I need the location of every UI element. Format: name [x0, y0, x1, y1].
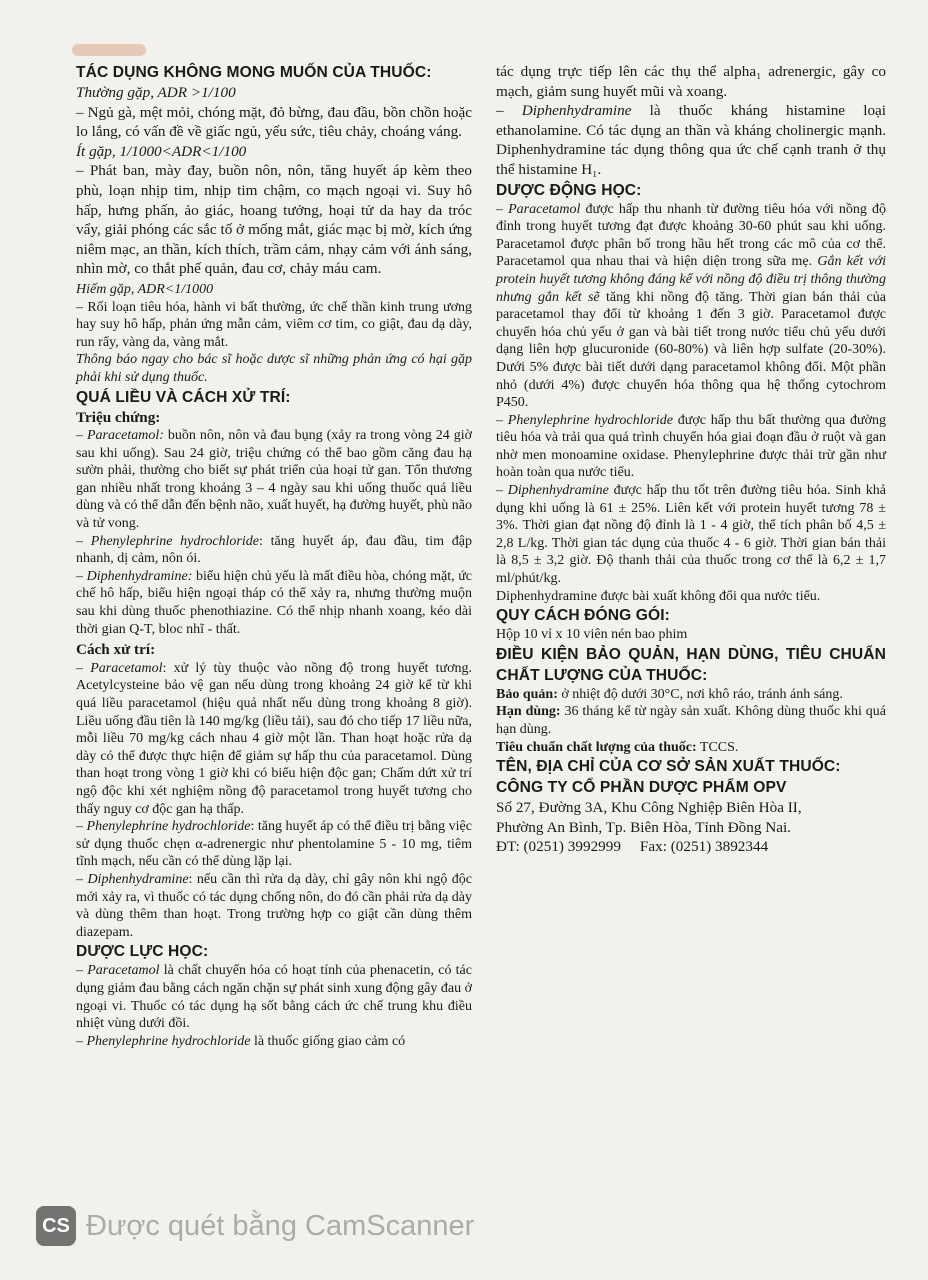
common-text: – Ngủ gà, mệt mỏi, chóng mặt, đỏ bừng, đau đầu, bồn chồn hoặc lo lắng, có vấn đề về giấc ngủ, yếu sức, tiêu chảy, choáng váng.	[76, 103, 472, 141]
tr-para-name: Paracetamol	[90, 660, 163, 676]
pd-paracetamol: – Paracetamol là chất chuyển hóa có hoạt tính của phenacetin, có tác dụng giảm đau bằng cách ngăn chặn sự phát sinh xung động gây đau ở ngoại vi. Thuốc có tác dụng hạ sốt bằng cách ức chế trung khu điều nhiệt vùng dưới đồi.	[76, 963, 473, 1032]
pk-phen-name: Phenylephrine hydrochloride	[507, 412, 674, 428]
pk-para-italic: Gắn kết với protein huyết tương không đáng kể với nồng độ điều trị thông thường nhưng gắn kết sẽ	[496, 254, 886, 305]
tr-paracetamol: – Paracetamol: xử lý tùy thuộc vào nồng độ trong huyết tương. Acetylcysteine bảo vệ gan nếu dùng trong khoảng 24 giờ kể từ khi quá liều paracetamol (hiệu quả nhất nếu dùng trong khoảng 8 giờ). Liều uống đầu tiên là 140 mg/kg (liều tải), sau đó cho tiếp 17 liều nữa, mỗi liều 70 mg/kg cách nhau 4 giờ một lần. Than hoạt hoặc rửa dạ dày có thể được thực hiện để giảm sự hấp thu của paracetamol. Dùng than hoạt trong vòng 1 giờ khi có biểu hiện độc gan; Chấm dứt xử trí ngộ độc khi xét nghiệm nồng độ paracetamol trong huyết tương cho thấy nguy cơ độc gan hạ thấp.	[76, 660, 472, 817]
left-column	[76, 62, 472, 1050]
mfr-heading: TÊN, ĐỊA CHỈ CỦA CƠ SỞ SẢN XUẤT THUỐC:	[496, 758, 841, 776]
sym-diph-text: biểu hiện chủ yếu là mất điều hòa, chóng mặt, ức chế hô hấp, biểu hiện ngoại tháp có thể xảy ra, nhưng thường muộn sau khi dùng thuốc phenothiazine. Có thể nhịp nhanh xoang, kéo dài thời gian Q-T, bloc nhĩ - thất.	[76, 568, 473, 637]
pd-cont-text: tác dụng trực tiếp lên các thụ thể alpha₁ adrenergic, gây co mạch, giảm sung huyết mũi và xoang.	[496, 63, 886, 100]
uncommon-label: Ít gặp, 1/1000<ADR<1/100	[76, 142, 247, 160]
pd-diph-text: là thuốc kháng histamine loại ethanolamine. Có tác dụng an thần và kháng cholinergic mạnh. Diphenhydramine tác dụng thông qua ức chế cạnh tranh ở thụ thể histamine H₁.	[496, 102, 886, 178]
storage-heading: ĐIỀU KIỆN BẢO QUẢN, HẠN DÙNG, TIÊU CHUẨN CHẤT LƯỢNG CỦA THUỐC:	[496, 645, 886, 684]
pack-heading: QUY CÁCH ĐÓNG GÓI:	[496, 607, 670, 625]
sym-para-text: buồn nôn, nôn và đau bụng (xảy ra trong vòng 24 giờ sau khi uống). Sau 24 giờ, triệu chứng có thể bao gồm căng đau hạ sườn phải, thường cho biết sự phát triển của hoại tử gan. Tổn thương gan nhiều nhất trong khoảng 3 – 4 ngày sau khi uống thuốc quá liều dùng và có thể dẫn đến bệnh não, xuất huyết, hạ đường huyết, phù não và tử vong.	[76, 428, 473, 532]
pd-diphenhydramine: – Diphenhydramine là thuốc kháng histamine loại ethanolamine. Có tác dụng an thần và kháng cholinergic mạnh. Diphenhydramine tác dụng thông qua ức chế cạnh tranh ở thụ thể histamine H₁.	[496, 102, 886, 178]
pd-phen-name: Phenylephrine hydrochloride	[86, 1033, 251, 1049]
pd-phenylephrine: – Phenylephrine hydrochloride là thuốc giống giao cảm có	[76, 1033, 406, 1049]
expiry-line	[496, 703, 886, 738]
sym-diphenhydramine: – Diphenhydramine: biểu hiện chủ yếu là mất điều hòa, chóng mặt, ức chế hô hấp, biểu hiện ngoại tháp có thể xảy ra, nhưng thường muộn sau khi dùng thuốc phenothiazine. Có thể nhịp nhanh xoang, kéo dài thời gian Q-T, bloc nhĩ - thất.	[76, 568, 473, 637]
right-column	[496, 62, 886, 857]
tr-para-text: : xử lý tùy thuộc vào nồng độ trong huyết tương. Acetylcysteine bảo vệ gan nếu dùng trong khoảng 24 giờ kể từ khi quá liều paracetamol (hiệu quả nhất nếu dùng trong khoảng 8 giờ). Liều uống đầu tiên là 140 mg/kg (liều tải), sau đó cho tiếp 17 liều nữa, mỗi liều 70 mg/kg cách nhau 4 giờ một lần. Than hoạt hoặc rửa dạ dày có thể được thực hiện để giảm sự hấp thu của paracetamol. Dùng than hoạt trong vòng 1 giờ khi có biểu hiện độc gan; Chấm dứt xử trí ngộ độc khi xét nghiệm nồng độ paracetamol trong huyết tương cho thấy nguy cơ độc gan hạ thấp.	[76, 660, 472, 817]
pack-text: Hộp 10 vỉ x 10 viên nén bao phim	[496, 627, 688, 643]
pd-heading: DƯỢC LỰC HỌC:	[76, 943, 209, 961]
quality-line	[496, 739, 886, 757]
pd-diph-name: Diphenhydramine	[521, 102, 632, 120]
sym-phenylephrine: – Phenylephrine hydrochloride: tăng huyết áp, đau đầu, tim đập nhanh, dị cảm, nôn ói.	[76, 533, 473, 567]
symptoms-label: Triệu chứng:	[76, 408, 161, 426]
camscanner-logo-icon: CS	[36, 1206, 76, 1246]
uncommon-text: – Phát ban, mày đay, buồn nôn, nôn, tăng huyết áp kèm theo phù, loạn nhịp tim, nhịp tim chậm, co mạch ngoại vi. Suy hô hấp, hưng phấn, ảo giác, hoang tưởng, hoại tử da hay da tróc vẩy, giải phóng các sắc tố ở mống mắt, giác mạc bị mờ, kích ứng niêm mạc, an thần, kích thích, trầm cảm, nhạy cảm với ánh sáng, nhìn mờ, co thắt phế quản, đau cơ, chảy máu cam.	[76, 162, 472, 278]
pk-phenylephrine: – Phenylephrine hydrochloride được hấp thu bất thường qua đường tiêu hóa và trải qua quá trình chuyển hóa giai đoạn đầu ở ruột và gan nhờ men monoamine oxidase. Phenylephrine được thải trừ gần như hoàn toàn qua nước tiểu.	[496, 412, 887, 481]
common-label: Thường gặp, ADR >1/100	[76, 84, 236, 101]
rare-text: – Rối loạn tiêu hóa, hành vi bất thường, ức chế thần kinh trung ương hay suy hô hấp, phản ứng mẫn cảm, viêm cơ tim, co giật, đau dạ dày, run rẩy, vàng da, vàng mắt.	[76, 299, 472, 350]
pk-diph-name: Diphenhydramine	[507, 483, 609, 499]
tr-phen-text: : tăng huyết áp có thể điều trị bằng việc sử dụng thuốc chẹn α-adrenergic như phentolamine 5 - 10 mg, tiêm tĩnh mạch, nếu cần có thể dùng lặp lại.	[76, 819, 472, 870]
storage-line	[496, 686, 886, 704]
expiry-label: Hạn dùng:	[496, 704, 561, 720]
mfr-name: CÔNG TY CỔ PHẦN DƯỢC PHẨM OPV	[496, 779, 787, 797]
pd-para-name: Paracetamol	[87, 963, 160, 979]
tr-phenylephrine: – Phenylephrine hydrochloride: tăng huyết áp có thể điều trị bằng việc sử dụng thuốc chẹn α-adrenergic như phentolamine 5 - 10 mg, tiêm tĩnh mạch, nếu cần có thể dùng lặp lại.	[76, 819, 472, 870]
sym-paracetamol: – Paracetamol: buồn nôn, nôn và đau bụng (xảy ra trong vòng 24 giờ sau khi uống). Sau 24 giờ, triệu chứng có thể bao gồm căng đau hạ sườn phải, thường cho biết sự phát triển của hoại tử gan. Tổn thương gan nhiều nhất trong khoảng 3 – 4 ngày sau khi uống thuốc quá liều dùng và có thể dẫn đến bệnh não, xuất huyết, hạ đường huyết, phù não và tử vong.	[76, 428, 473, 532]
pk-phen-text: được hấp thu bất thường qua đường tiêu hóa và trải qua quá trình chuyển hóa giai đoạn đầu ở ruột và gan nhờ men monoamine oxidase. Phenylephrine được thải trừ gần như hoàn toàn qua nước tiểu.	[496, 412, 887, 481]
overdose-heading: QUÁ LIỀU VÀ CÁCH XỬ TRÍ:	[76, 388, 291, 406]
pk-heading: DƯỢC ĐỘNG HỌC:	[496, 181, 642, 199]
pk-diph-text2: Diphenhydramine được bài xuất không đổi qua nước tiểu.	[496, 588, 821, 604]
sym-phen-text: : tăng huyết áp, đau đầu, tim đập nhanh, dị cảm, nôn ói.	[76, 533, 473, 567]
quality-text: TCCS.	[696, 739, 739, 755]
camscanner-text: Được quét bằng CamScanner	[86, 1209, 475, 1242]
tr-phen-name: Phenylephrine hydrochloride	[86, 819, 251, 835]
sym-phen-name: Phenylephrine hydrochloride	[90, 533, 259, 549]
pd-para-text: là chất chuyển hóa có hoạt tính của phenacetin, có tác dụng giảm đau bằng cách ngăn chặn sự phát sinh xung động gây đau ở ngoại vi. Thuốc có tác dụng hạ sốt bằng cách ức chế trung khu điều nhiệt vùng dưới đồi.	[76, 963, 473, 1032]
pk-para-text2: tăng khi nồng độ tăng. Thời gian bán thải của paracetamol thay đổi từ khoảng 1 đến 3 giờ. Paracetamol được chuyển hóa chủ yếu ở gan và bài tiết trong nước tiểu chủ yếu dưới dạng liên hợp glucuronide (60-80%) và liên hợp sulfate (20-30%). Dưới 5% được bài tiết dưới dạng paracetamol không đổi. Một phần nhỏ (dưới 4%) được chuyển hóa thông qua hệ thống cytochrom P450.	[496, 289, 886, 411]
notify-text: Thông báo ngay cho bác sĩ hoặc dược sĩ những phản ứng có hại gặp phải khi sử dụng thuốc.	[76, 352, 472, 385]
mfr-phone: ĐT: (0251) 3992999 Fax: (0251) 3892344	[496, 838, 769, 856]
adr-heading: TÁC DỤNG KHÔNG MONG MUỐN CỦA THUỐC:	[76, 64, 432, 81]
sym-para-name: Paracetamol:	[86, 428, 164, 444]
pk-diphenhydramine: – Diphenhydramine được hấp thu tốt trên đường tiêu hóa. Sinh khả dụng khi uống là 61 ± 25%. Liên kết với protein huyết tương 78 ± 3%. Thời gian đạt nồng độ đỉnh là 1 - 4 giờ, thể tích phân bố 4,5 ± 2,8 L/kg. Thời gian tác dụng của thuốc 4 - 6 giờ. Thời gian bán thải là 8,5 ± 3,2 giờ. Độ thanh thải của thuốc trong cơ thể là 6,2 ± 1,7 ml/phút/kg.	[496, 483, 887, 587]
treatment-label: Cách xử trí:	[76, 641, 156, 659]
quality-label: Tiêu chuẩn chất lượng của thuốc:	[496, 739, 697, 755]
tr-diphenhydramine: – Diphenhydramine: nếu cần thì rửa dạ dày, chỉ gây nôn khi ngộ độc mới xảy ra, vì thuốc có tác dụng chống nôn, do đó cần phải rửa dạ dày và dùng thêm than hoạt. Trong trường hợp co giật cần dùng thêm diazepam.	[76, 871, 472, 940]
pd-phen-text: là thuốc giống giao cảm có	[250, 1033, 406, 1049]
pk-diph-text1: được hấp thu tốt trên đường tiêu hóa. Sinh khả dụng khi uống là 61 ± 25%. Liên kết với protein huyết tương 78 ± 3%. Thời gian đạt nồng độ đỉnh là 1 - 4 giờ, thể tích phân bố 4,5 ± 2,8 L/kg. Thời gian tác dụng của thuốc 4 - 6 giờ. Thời gian bán thải là 8,5 ± 3,2 giờ. Độ thanh thải của thuốc trong cơ thể là 6,2 ± 1,7 ml/phút/kg.	[496, 483, 887, 587]
sym-diph-name: Diphenhydramine:	[86, 568, 193, 584]
expiry-text: 36 tháng kể từ ngày sản xuất. Không dùng thuốc khi quá hạn dùng.	[496, 704, 887, 737]
mfr-address-2: Phường An Bình, Tp. Biên Hòa, Tỉnh Đồng Nai.	[496, 818, 791, 836]
tr-diph-text: : nếu cần thì rửa dạ dày, chỉ gây nôn khi ngộ độc mới xảy ra, vì thuốc có tác dụng chống nôn, do đó cần phải rửa dạ dày và dùng thêm than hoạt. Trong trường hợp co giật cần dùng thêm diazepam.	[76, 871, 472, 940]
pk-para-name: Paracetamol	[508, 201, 581, 217]
rare-label: Hiếm gặp, ADR<1/1000	[76, 281, 214, 297]
pk-para-text1: được hấp thu nhanh từ đường tiêu hóa với nồng độ đỉnh trong huyết tương đạt được khoảng 30-60 phút sau khi uống. Paracetamol được phân bố trong hầu hết trong các mô của cơ thể. Paracetamol qua nhau thai và hiện diện trong sữa mẹ.	[496, 201, 887, 270]
pk-paracetamol: – Paracetamol được hấp thu nhanh từ đường tiêu hóa với nồng độ đỉnh trong huyết tương đạt được khoảng 30-60 phút sau khi uống. Paracetamol được phân bố trong hầu hết trong các mô của cơ thể. Paracetamol qua nhau thai và hiện diện trong sữa mẹ. Gắn kết với protein huyết tương không đáng kể với nồng độ điều trị thông thường nhưng gắn kết sẽ tăng khi nồng độ tăng. Thời gian bán thải của paracetamol thay đổi từ khoảng 1 đến 3 giờ. Paracetamol được chuyển hóa chủ yếu ở gan và bài tiết trong nước tiểu chủ yếu dưới dạng liên hợp glucuronide (60-80%) và liên hợp sulfate (20-30%). Dưới 5% được bài tiết dưới dạng paracetamol không đổi. Một phần nhỏ (dưới 4%) được chuyển hóa thông qua hệ thống cytochrom P450.	[496, 201, 887, 411]
tr-diph-name: Diphenhydramine	[87, 871, 189, 887]
top-mark	[72, 44, 146, 56]
camscanner-watermark	[36, 1206, 474, 1246]
mfr-address-1: Số 27, Đường 3A, Khu Công Nghiệp Biên Hòa II,	[496, 799, 802, 817]
storage-text: ở nhiệt độ dưới 30°C, nơi khô ráo, tránh ánh sáng.	[557, 686, 843, 702]
storage-label: Bảo quản:	[496, 686, 558, 702]
